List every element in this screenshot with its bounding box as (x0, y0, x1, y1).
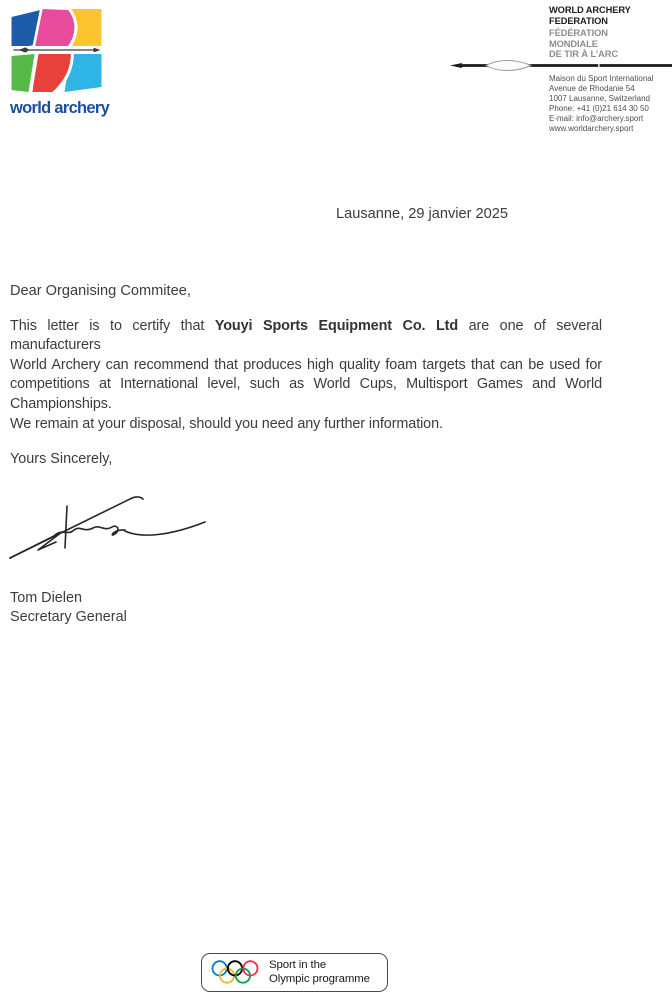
date-line: Lausanne, 29 janvier 2025 (336, 206, 509, 222)
org-name-fr-line: DE TIR À L’ARC (549, 49, 618, 61)
org-name-fr-line: FÉDÉRATION (549, 28, 608, 39)
address-block (549, 74, 654, 135)
address-line: E-mail: info@archery.sport (549, 114, 644, 124)
org-name-en-line: WORLD ARCHERY (549, 5, 631, 16)
badge-text-line: Sport in the (269, 958, 327, 971)
address-line: Phone: +41 (0)21 614 30 50 (549, 104, 649, 114)
olympic-rings-icon (209, 959, 261, 987)
address-line: Maison du Sport International (549, 74, 654, 83)
org-name-fr (549, 29, 618, 61)
body-line: World Archery can recommend that produces high quality foam targets that can be used for (10, 356, 602, 373)
org-name-en-line: FEDERATION (549, 15, 608, 27)
closing-line: We remain at your disposal, should you need any further information. (10, 416, 443, 432)
org-name-fr-line: MONDIALE (549, 38, 598, 50)
letterhead-logo (10, 8, 110, 118)
address-line: Avenue de Rhodanie 54 (549, 84, 635, 94)
badge-text (269, 959, 370, 986)
body-line: competitions at International level, such as World Cups, Multisport Games and World (10, 376, 602, 393)
signature-icon (4, 486, 210, 566)
address-line: www.worldarchery.sport (549, 124, 634, 134)
org-name-en (549, 6, 631, 27)
address-line: 1007 Lausanne, Switzerland (549, 94, 650, 104)
salutation: Dear Organising Commitee, (10, 283, 191, 299)
wordmark: world archery (10, 99, 110, 117)
body-paragraph (10, 317, 602, 414)
badge-text-line: Olympic programme (269, 972, 370, 985)
company-name: Youyi Sports Equipment Co. Ltd (214, 318, 459, 334)
signer-name: Tom Dielen (10, 590, 82, 606)
valediction: Yours Sincerely, (10, 451, 113, 467)
body-line: Championships. (10, 395, 112, 412)
letterhead-arrow-icon (448, 58, 672, 73)
olympic-badge (201, 953, 388, 992)
body-line: This letter is to certify that Youyi Sports Equipment Co. Ltd are one of several manufacturers (10, 318, 602, 354)
world-archery-logo-icon (10, 8, 103, 96)
signer-title: Secretary General (10, 609, 127, 625)
